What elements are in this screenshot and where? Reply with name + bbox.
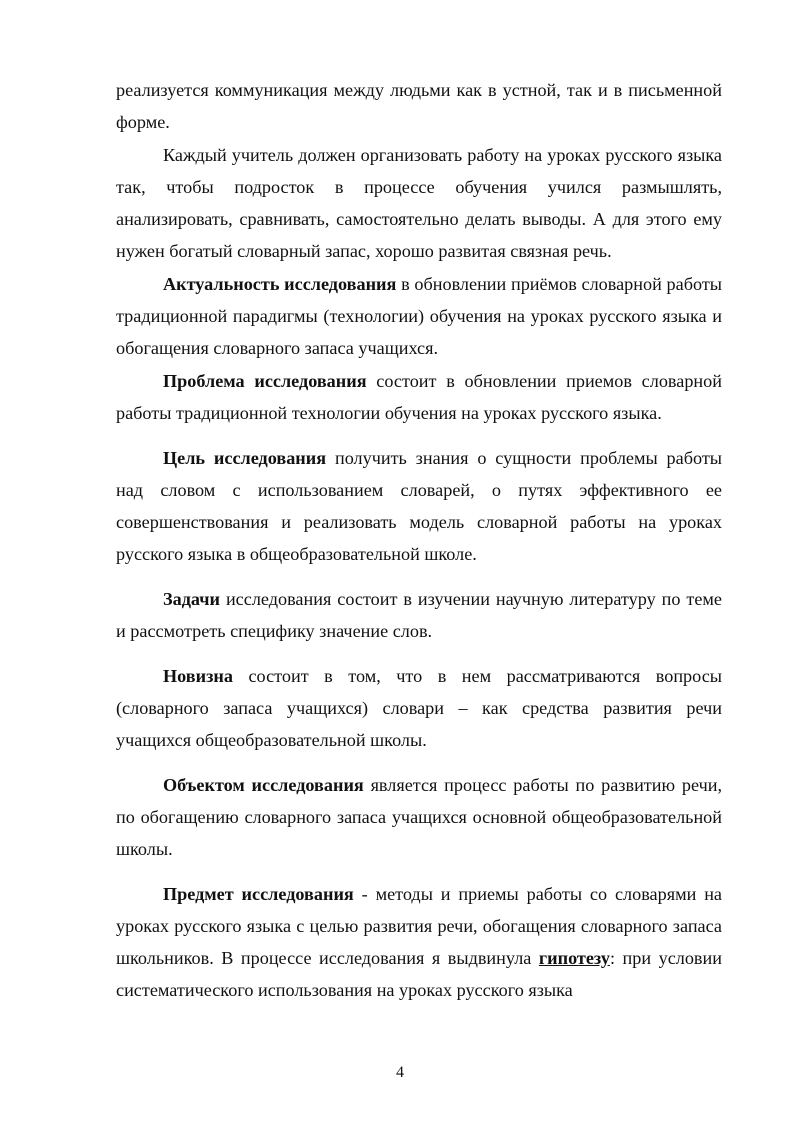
relevance-heading: Актуальность исследования	[163, 274, 397, 294]
tasks-heading: Задачи	[163, 589, 220, 609]
paragraph-subject	[116, 878, 722, 1006]
paragraph-tasks	[116, 583, 722, 647]
paragraph-goal	[116, 442, 722, 570]
novelty-heading: Новизна	[163, 666, 233, 686]
paragraph-text: состоит в том, что в нем рассматриваются вопросы (словарного запаса учащихся) словари – как средства развития речи учащихся общеобразовательной школы.	[116, 666, 722, 750]
paragraph-text: является процесс работы по развитию речи, по обогащению словарного запаса учащихся основной общеобразовательной школы.	[116, 775, 722, 859]
paragraph-problem	[116, 365, 722, 429]
problem-heading: Проблема исследования	[163, 371, 367, 391]
goal-heading: Цель исследования	[163, 448, 327, 468]
paragraph-text: состоит в обновлении приемов словарной работы традиционной технологии обучения на уроках русского языка.	[116, 371, 722, 423]
paragraph-text: Каждый учитель должен организовать работу на уроках русского языка так, чтобы подросток в процессе обучения учился размышлять, анализировать, сравнивать, самостоятельно делать выводы. А для этого ему нужен богатый словарный запас, хорошо развитая связная речь.	[116, 145, 722, 261]
paragraph-text: - методы и приемы работы со словарями на уроках русского языка с целью развития речи, обогащения словарного запаса школьников. В процессе исследования я выдвинула	[116, 884, 723, 968]
paragraph-novelty	[116, 660, 722, 756]
subject-heading: Предмет исследования	[163, 884, 354, 904]
paragraph-object	[116, 769, 722, 865]
paragraph-relevance	[116, 268, 722, 364]
paragraph-teacher	[116, 139, 722, 267]
paragraph-text: исследования состоит в изучении научную литературу по теме и рассмотреть специфику значение слов.	[116, 589, 722, 641]
paragraph-text: получить знания о сущности проблемы работы над словом с использованием словарей, о путях эффективного ее совершенствования и реализовать модель словарной работы на уроках русского языка в общеобразовательной школе.	[116, 448, 722, 564]
object-heading: Объектом исследования	[163, 775, 364, 795]
paragraph-text: в обновлении приёмов словарной работы традиционной парадигмы (технологии) обучения на уроках русского языка и обогащения словарного запаса учащихся.	[116, 274, 722, 358]
page-number: 4	[396, 1064, 404, 1081]
paragraph-continuation	[116, 74, 722, 138]
paragraph-text-tail: : при условии систематического использования на уроках русского языка	[116, 948, 722, 1000]
hypothesis-term: гипотезу	[538, 948, 610, 968]
paragraph-text: реализуется коммуникация между людьми как в устной, так и в письменной форме.	[116, 80, 722, 132]
